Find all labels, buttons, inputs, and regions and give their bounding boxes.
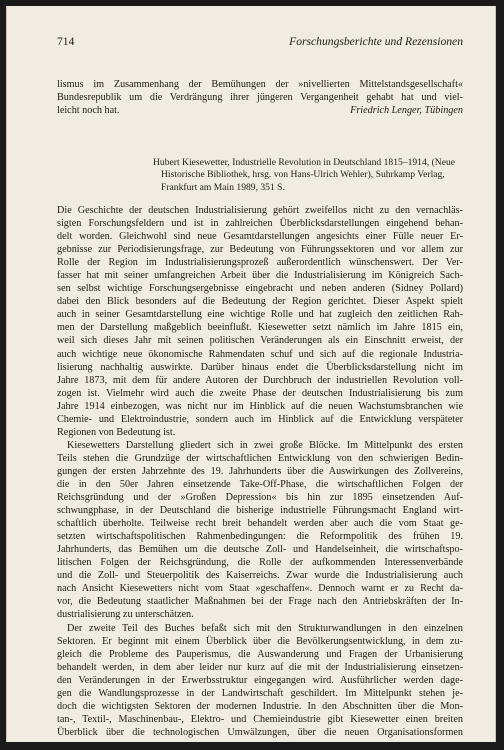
document-page [6, 6, 496, 742]
reviewer-signature: Friedrich Lenger, Tübingen [350, 105, 463, 117]
reference-line: Historische Bibliothek, hrsg. von Hans-Ulrich Wehler), Suhrkamp Verlag, [161, 169, 445, 181]
book-reference [153, 157, 473, 194]
text-line: die in den 50er Jahren einsetzende Take-Off-Phase, die wirtschaftlichen Folgen der [57, 478, 463, 490]
text-line: Reichsgründung und der »Großen Depression« bis hin zur 1895 einsetzenden Auf- [57, 492, 463, 504]
reference-line: Frankfurt am Main 1989, 351 S. [161, 181, 285, 193]
text-line: vor, die Bedeutung staatlicher Maßnahmen bei der Frage nach den Antriebskräften der In- [57, 596, 463, 608]
text-line: Rolle der Region im Industrialisierungsprozeß außerordentlich wünschenswert. Der Ver- [57, 257, 463, 269]
text-line: sigten Forschungsfeldern und ist in zahlreichen Überblicksdarstellungen eingehend behan- [57, 218, 463, 230]
text-line: sen selbst wichtige Forschungsergebnisse eingebracht und neben anderen (Sidney Pollard) [57, 283, 463, 295]
text-line: behandelt werden, in dem aber leider nur kurz auf die mit der Industrialisierung einsetzen- [57, 661, 463, 673]
text-line: gungen der ersten Jahrzehnte des 19. Jahrhunderts über die Auswirkungen des Zollvereins, [57, 465, 463, 477]
review-body [57, 204, 463, 739]
paragraph [57, 622, 463, 739]
text-line: Kiesewetters Darstellung gliedert sich in zwei große Blöcke. Im Mittelpunkt des ersten [67, 439, 463, 451]
text-line: Jahre 1873, mit dem für andere Autoren der Durchbruch der industriellen Revolution voll- [57, 374, 463, 386]
text-line: zogen ist. Vielmehr wird auch die zweite Phase der deutschen Industrialisierung bis zum [57, 387, 463, 399]
text-line: delt worden. Gleichwohl sind neue Gesamtdarstellungen angesichts einer Fülle neuer Er- [57, 231, 463, 243]
text-line: Der zweite Teil des Buches befaßt sich mit den Strukturwandlungen in den einzelnen [67, 622, 463, 634]
text-line: auch in seiner Gesamtdarstellung eine wichtige Rolle und hat zugleich den zeitlichen Rah- [57, 309, 463, 321]
text-line: gen die Wandlungsprozesse in der Landwirtschaft geschildert. Im Mittelpunkt stehen je- [57, 687, 463, 699]
text-line: den Veränderungen in der Erwerbsstruktur eingegangen wird. Ausführlicher werden dage- [57, 674, 463, 686]
text-line: Chemie- und Elektroindustrie, sondern auch im Hinblick auf die Entwicklung verspäteter [57, 413, 463, 425]
text-line: litischen Folgen der Reichsgründung, die Rolle der aufkommenden Interessenverbände [57, 557, 463, 569]
text-line: lisierung nachhaltig auswirkte. Darüber hinaus endet die Überblicksdarstellung nicht im [57, 361, 463, 373]
text-line: dabei den Blick besonders auf die Bedeutung der Region gerichtet. Dieser Aspekt spielt [57, 296, 463, 308]
text-line: Die Geschichte der deutschen Industrialisierung gehört zweifellos nicht zu den vernachläs- [57, 205, 463, 216]
text-line: fasser hat mit seiner umfangreichen Arbeit über die Industrialisierung im Königreich Sach- [57, 270, 463, 282]
text-line: schaftlich überholte. Teilweise recht breit behandelt werden aber auch die vom Staat ge- [57, 518, 463, 530]
text-line: schwungphase, in der Deutschland die bisherige industrielle Führungsmacht England wirt- [57, 505, 463, 517]
text-line: dustrialisierung zu unterschätzen. [57, 609, 194, 621]
text-line: doch die wichtigsten Sektoren der modernen Industrie. In den Abschnitten über die Mon- [57, 700, 463, 712]
text-line: Jahrhunderts, das Bemühen um die deutsche Zoll- und Handelseinheit, die wirtschaftspo- [57, 544, 463, 556]
page-edge-left [6, 6, 7, 742]
reference-line: Hubert Kiesewetter, Industrielle Revolution in Deutschland 1815–1914, (Neue [153, 157, 456, 168]
text-line: lismus im Zusammenhang der Bemühungen der »nivellierten Mittelstandsgesellschaft« [57, 79, 463, 90]
previous-review-ending [57, 78, 463, 117]
page-edge-right [495, 6, 496, 742]
text-line: Überblick über die technologischen Umwälzungen, über die neuen Organisationsformen [57, 726, 463, 738]
text-line: nach Ansicht Kiesewetters nicht vom Staat »geschaffen«. Dennoch warnt er zu Recht da- [57, 583, 463, 595]
text-line: gebnisse zur Periodisierungsfrage, zur Bedeutung von Führungssektoren und vor allem zur [57, 244, 463, 256]
text-line: Jahre 1914 einbezogen, was nicht nur im Hinblick auf die neuen Wachstumsbranchen wie [57, 400, 463, 412]
page-number: 714 [57, 35, 75, 48]
text-line: leicht noch hat. [57, 105, 120, 117]
text-line: Bundesrepublik um die Verdrängung ihrer jüngeren Vergangenheit gehabt hat und viel- [57, 92, 463, 104]
text-line: weil sich dieses Jahr mit seinen politischen Veränderungen als ein Einschnitt erweist, der [57, 335, 463, 347]
running-title: Forschungsberichte und Rezensionen [289, 35, 463, 48]
text-line: auch wichtige neue ökonomische Rahmendaten schuf und sich auf die regionale Industria- [57, 348, 463, 360]
paragraph [57, 439, 463, 622]
paragraph [57, 204, 463, 439]
text-line: Teils stehen die Grundzüge der wirtschaftlichen Entwicklung von den schwierigen Bedin- [57, 452, 463, 464]
text-line: men der Darstellung maßgeblich beeinflußt. Kiesewetter setzt nämlich im Jahre 1815 ein, [57, 322, 463, 334]
text-line: Regionen von Bedeutung ist. [57, 426, 176, 438]
text-line: tan-, Textil-, Maschinenbau-, Elektro- und Chemieindustrie gibt Kiesewetter einen breiten [57, 713, 463, 725]
text-line: und die Zoll- und Steuerpolitik des Kaiserreichs. Zwar wurde die Industrialisierung auch [57, 570, 463, 582]
text-line: Sektoren. Er beginnt mit einem Überblick über die Bevölkerungsentwicklung, in dem zu- [57, 635, 463, 647]
text-line: gleich die Probleme des Pauperismus, die Auswanderung und Fragen der Urbanisierung [57, 648, 463, 660]
text-line: setzten wirtschaftspolitischen Rahmenbedingungen: die Reformpolitik des frühen 19. [57, 531, 463, 543]
